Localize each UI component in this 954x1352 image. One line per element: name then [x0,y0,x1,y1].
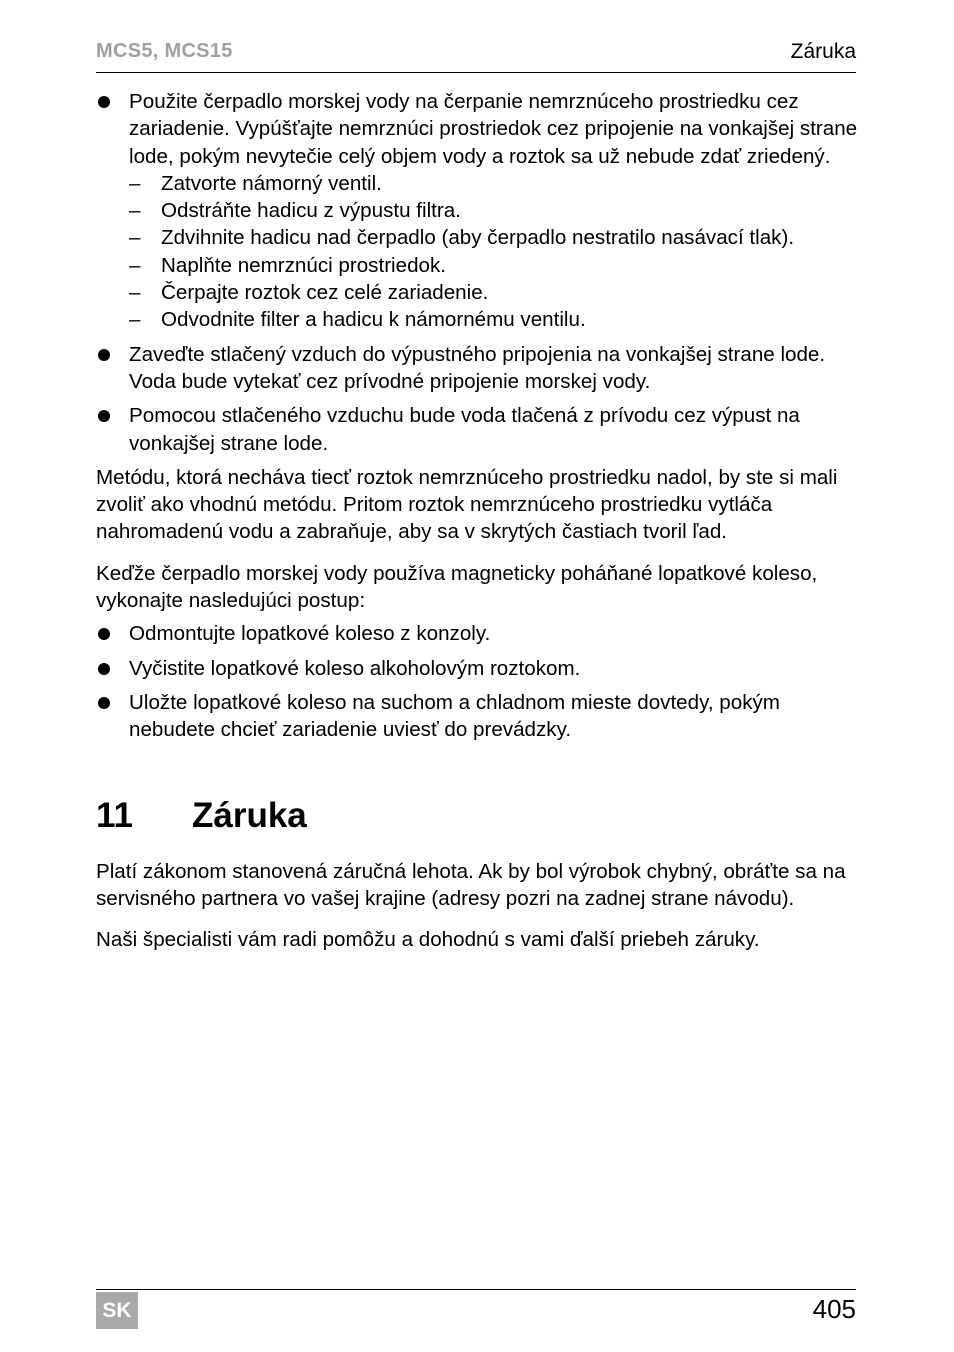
step-item: – Čerpajte roztok cez celé zariadenie. [129,279,858,306]
page-number: 405 [812,1294,856,1324]
list-item: Zaveďte stlačený vzduch do výpustného pripojenia na vonkajšej strane lode. Voda bude vytekať cez prívodné pripojenie morskej vody. [96,341,858,396]
bullet-list [96,88,858,457]
chapter-title: Záruka [790,40,856,63]
list-item [96,88,858,334]
language-badge: SK [96,1292,138,1329]
list-item: Odmontujte lopatkové koleso z konzoly. [96,620,858,647]
paragraph: Keďže čerpadlo morskej vody používa magneticky poháňané lopatkové koleso, vykonajte nasledujúci postup: [96,561,818,613]
paragraph: Metódu, ktorá necháva tiecť roztok nemrznúceho prostriedku nadol, by ste si mali zvoliť ako vhodnú metódu. Pritom roztok nemrznúceho prostriedku vytláča nahromadenú vodu a zabraňuje, aby sa v skrytých častiach tvoril ľad. [96,465,838,544]
step-item: – Odvodnite filter a hadicu k námornému ventilu. [129,306,858,333]
section-heading [96,796,858,836]
step-item: – Odstráňte hadicu z výpustu filtra. [129,197,858,224]
section-number: 11 [96,795,133,835]
list-item-text: Použite čerpadlo morskej vody na čerpanie nemrznúceho prostriedku cez zariadenie. Vypúšťajte nemrznúci prostriedok cez pripojenie na vonkajšej strane lode, pokým nevytečie celý objem vody a roztok sa už nebude zdať zriedený. [129,90,858,168]
bullet-list [96,620,858,743]
step-item: – Zatvorte námorný ventil. [129,170,858,197]
list-item: Pomocou stlačeného vzduchu bude voda tlačená z prívodu cez výpust na vonkajšej strane lode. [96,402,858,457]
product-name: MCS5, MCS15 [96,40,233,62]
page-content [96,88,858,967]
step-item: – Naplňte nemrznúci prostriedok. [129,252,858,279]
list-item: Uložte lopatkové koleso na suchom a chladnom mieste dovtedy, pokým nebudete chcieť zariadenie uviesť do prevádzky. [96,689,858,744]
paragraph: Naši špecialisti vám radi pomôžu a dohodnú s vami ďalší priebeh záruky. [96,928,760,952]
step-item: – Zdvihnite hadicu nad čerpadlo (aby čerpadlo nestratilo nasávací tlak). [129,224,858,251]
page-footer [96,1289,856,1330]
list-item: Vyčistite lopatkové koleso alkoholovým roztokom. [96,655,858,682]
page-header [96,40,856,73]
step-list [129,170,858,334]
paragraph: Platí zákonom stanovená záručná lehota. Ak by bol výrobok chybný, obráťte sa na servisného partnera vo vašej krajine (adresy pozri na zadnej strane návodu). [96,859,846,910]
section-title: Záruka [192,795,307,835]
